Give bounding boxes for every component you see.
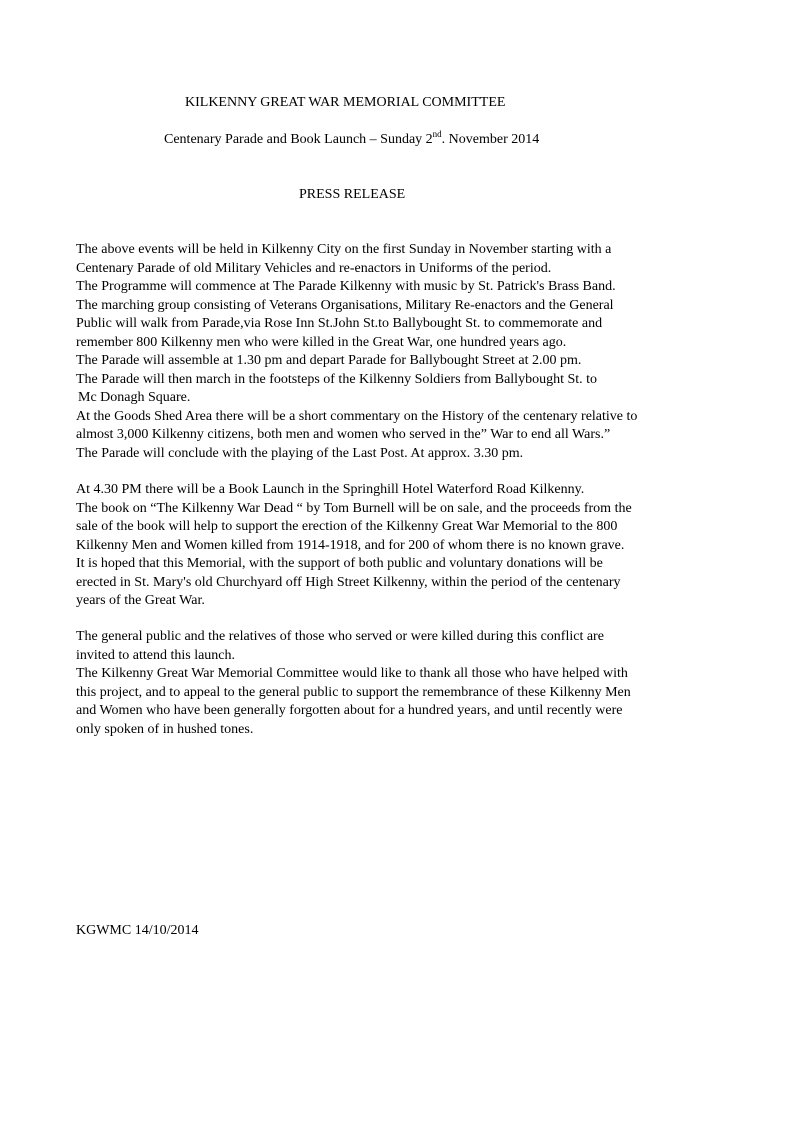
text-line: The marching group consisting of Veterans Organisations, Military Re-enactors and the General [76, 297, 614, 313]
text-line: erected in St. Mary's old Churchyard off High Street Kilkenny, within the period of the centenary [76, 574, 621, 590]
text-line: years of the Great War. [76, 593, 205, 608]
paragraph-book-launch [76, 481, 632, 611]
text-line: this project, and to appeal to the general public to support the remembrance of these Kilkenny Men [76, 684, 631, 700]
text-line: The Parade will conclude with the playing of the Last Post. At approx. 3.30 pm. [76, 445, 524, 461]
text-line: remember 800 Kilkenny men who were killed in the Great War, one hundred years ago. [76, 334, 567, 350]
text-line: The Parade will assemble at 1.30 pm and depart Parade for Ballybought Street at 2.00 pm. [76, 353, 582, 368]
text-line: Mc Donagh Square. [78, 390, 191, 405]
text-line: The Parade will then march in the footsteps of the Kilkenny Soldiers from Ballybought St. to [76, 371, 598, 387]
text-line: At 4.30 PM there will be a Book Launch in the Springhill Hotel Waterford Road Kilkenny. [76, 482, 585, 497]
text-line: At the Goods Shed Area there will be a short commentary on the History of the centenary relative to [76, 408, 638, 424]
text-line: The Programme will commence at The Parade Kilkenny with music by St. Patrick's Brass Band. [76, 279, 616, 294]
text-line: The general public and the relatives of those who served or were killed during this conflict are [76, 629, 604, 644]
paragraph-parade [76, 241, 637, 463]
footer-reference: KGWMC 14/10/2014 [76, 923, 199, 938]
text-line: sale of the book will help to support the erection of the Kilkenny Great War Memorial to the 800 [76, 519, 618, 534]
text-line: and Women who have been generally forgotten about for a hundred years, and until recently were [76, 703, 623, 718]
text-line: almost 3,000 Kilkenny citizens, both men and women who served in the” War to end all Wars.” [76, 427, 611, 442]
text-line: The Kilkenny Great War Memorial Committee would like to thank all those who have helped with [76, 666, 628, 681]
subtitle-text-end: . November 2014 [441, 132, 540, 147]
text-line: Centenary Parade of old Military Vehicles and re-enactors in Uniforms of the period. [76, 260, 552, 276]
text-line: Kilkenny Men and Women killed from 1914-1918, and for 200 of whom there is no known grave. [76, 537, 625, 553]
text-line: only spoken of in hushed tones. [76, 721, 254, 737]
event-subtitle [164, 131, 539, 149]
paragraph-invitation [76, 628, 631, 739]
subtitle-text: Centenary Parade and Book Launch – Sunday 2 [164, 132, 433, 147]
subtitle-ordinal-suffix: nd [432, 129, 442, 139]
committee-heading: KILKENNY GREAT WAR MEMORIAL COMMITTEE [185, 95, 506, 110]
text-line: The book on “The Kilkenny War Dead “ by Tom Burnell will be on sale, and the proceeds from the [76, 500, 632, 516]
text-line: Public will walk from Parade,via Rose Inn St.John St.to Ballybought St. to commemorate and [76, 316, 603, 331]
text-line: invited to attend this launch. [76, 647, 236, 663]
press-release-title: PRESS RELEASE [299, 187, 406, 202]
text-line: It is hoped that this Memorial, with the support of both public and voluntary donations will be [76, 556, 603, 571]
text-line: The above events will be held in Kilkenny City on the first Sunday in November starting with a [76, 242, 612, 257]
